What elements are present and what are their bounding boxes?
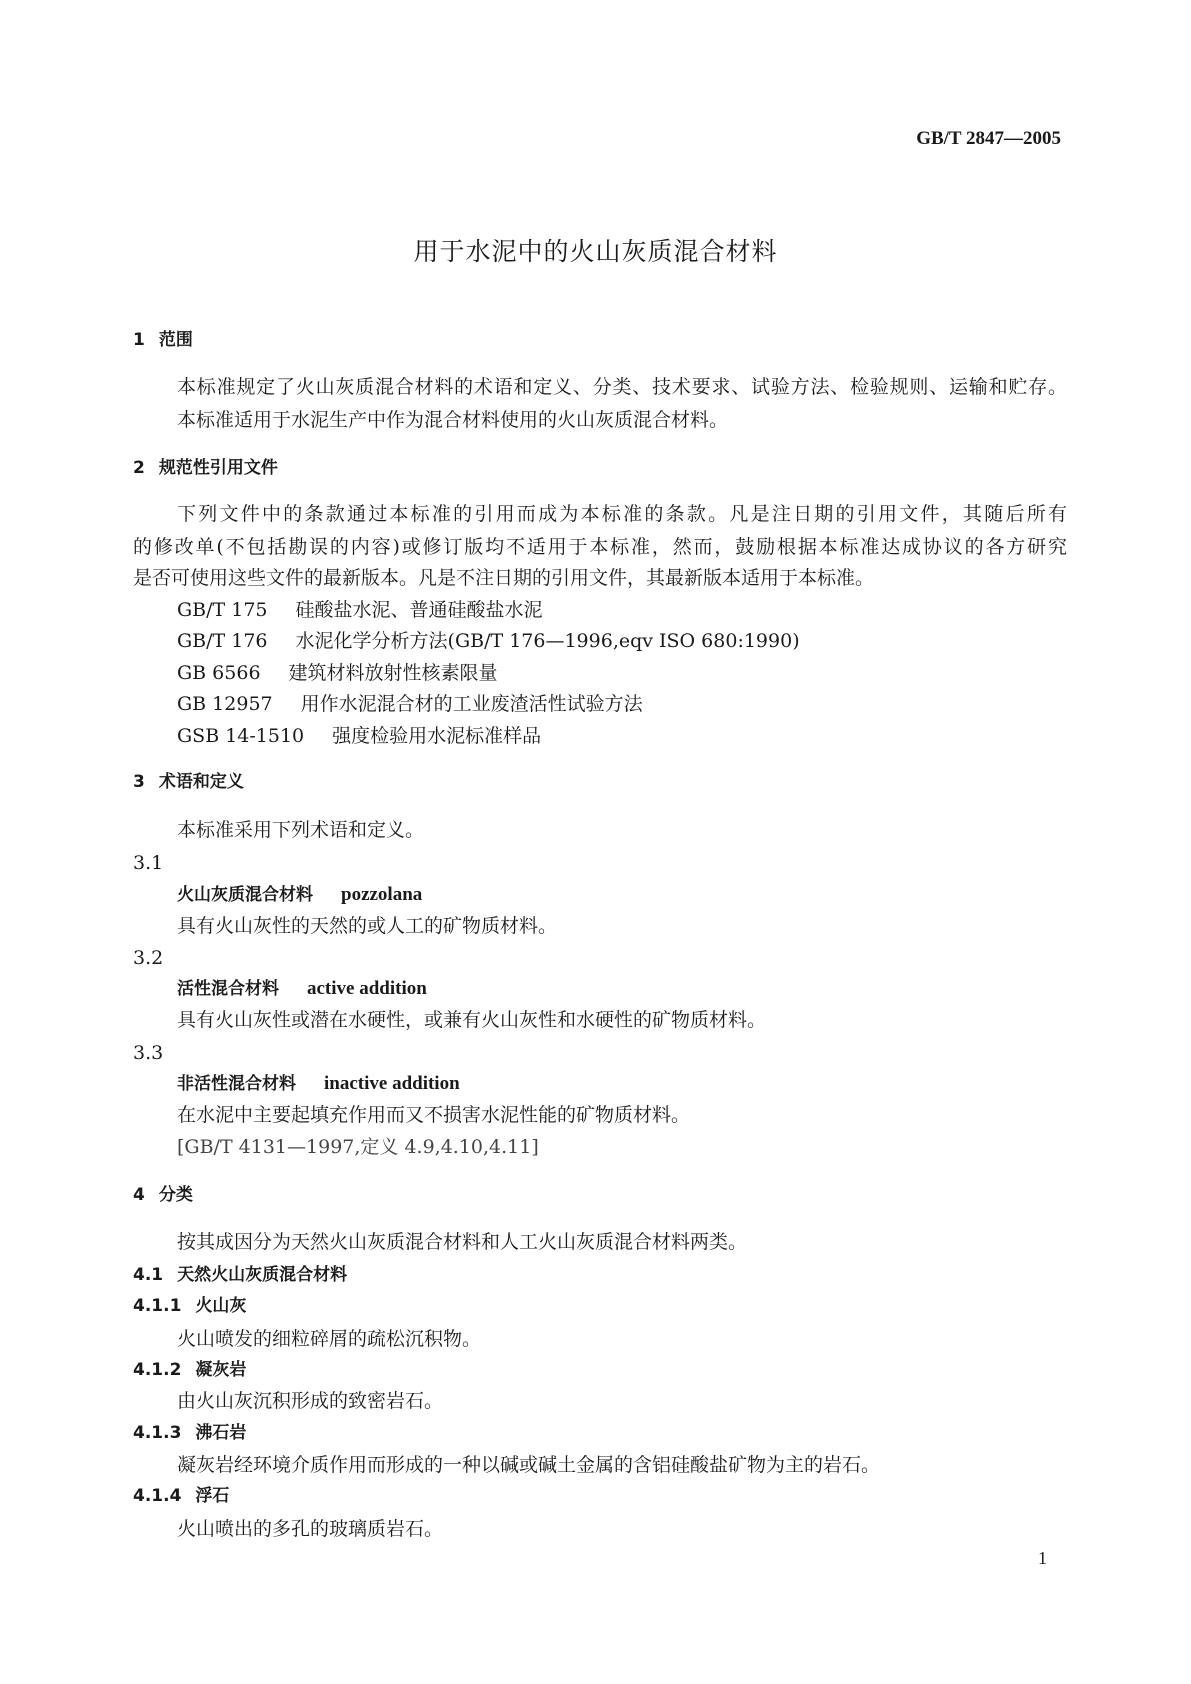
page-number: 1 — [1038, 1548, 1047, 1568]
item-heading: 4.1.2 凝灰岩 — [133, 1360, 247, 1380]
paragraph-line: 是否可使用这些文件的最新版本。凡是不注日期的引用文件，其最新版本适用于本标准。 — [133, 567, 875, 589]
section-title: 范围 — [158, 330, 193, 350]
term-definition: 具有火山灰性的天然的或人工的矿物质材料。 — [177, 915, 558, 937]
paragraph-line: 下列文件中的条款通过本标准的引用而成为本标准的条款。凡是注日期的引用文件，其随后所有 — [177, 503, 1067, 525]
term-number: 3.3 — [133, 1042, 164, 1064]
term-heading: 活性混合材料 active addition — [177, 978, 427, 999]
standard-number: GB/T 2847—2005 — [916, 128, 1061, 149]
reference-item: GB 6566 建筑材料放射性核素限量 — [177, 662, 498, 684]
item-definition: 凝灰岩经环境介质作用而形成的一种以碱或碱土金属的含铝硅酸盐矿物为主的岩石。 — [177, 1454, 881, 1476]
item-definition: 火山喷出的多孔的玻璃质岩石。 — [177, 1518, 444, 1540]
section-4-heading: 4 分类 — [133, 1185, 193, 1205]
paragraph-line: 按其成因分为天然火山灰质混合材料和人工火山灰质混合材料两类。 — [177, 1231, 748, 1253]
term-number: 3.1 — [133, 852, 164, 874]
term-heading: 非活性混合材料 inactive addition — [177, 1073, 460, 1094]
term-definition: 具有火山灰性或潜在水硬性，或兼有火山灰性和水硬性的矿物质材料。 — [177, 1009, 767, 1031]
section-title: 规范性引用文件 — [158, 458, 278, 478]
item-heading: 4.1.3 沸石岩 — [133, 1423, 247, 1443]
paragraph-line: 的修改单(不包括勘误的内容)或修订版均不适用于本标准，然而，鼓励根据本标准达成协议的各方研究 — [133, 536, 1067, 558]
item-definition: 由火山灰沉积形成的致密岩石。 — [177, 1390, 444, 1412]
section-number: 1 — [133, 330, 145, 350]
reference-item: GB 12957 用作水泥混合材的工业废渣活性试验方法 — [177, 693, 643, 715]
subsection-heading: 4.1 天然火山灰质混合材料 — [133, 1265, 348, 1285]
term-heading: 火山灰质混合材料 pozzolana — [177, 884, 423, 905]
item-heading: 4.1.4 浮石 — [133, 1486, 230, 1506]
section-2-heading — [133, 456, 278, 480]
section-3-heading: 3 术语和定义 — [133, 772, 244, 792]
reference-item: GB/T 176 水泥化学分析方法(GB/T 176—1996,eqv ISO 680:1990) — [177, 630, 800, 652]
section-1-heading — [133, 328, 193, 352]
item-definition: 火山喷发的细粒碎屑的疏松沉积物。 — [177, 1328, 482, 1350]
page-title: 用于水泥中的火山灰质混合材料 — [413, 237, 778, 266]
term-definition: 在水泥中主要起填充作用而又不损害水泥性能的矿物质材料。 — [177, 1104, 691, 1126]
term-number: 3.2 — [133, 947, 164, 969]
paragraph-line: 本标准适用于水泥生产中作为混合材料使用的火山灰质混合材料。 — [177, 409, 729, 431]
item-heading: 4.1.1 火山灰 — [133, 1296, 247, 1316]
term-source: [GB/T 4131—1997,定义 4.9,4.10,4.11] — [177, 1136, 539, 1158]
reference-item: GB/T 175 硅酸盐水泥、普通硅酸盐水泥 — [177, 599, 543, 621]
section-number: 2 — [133, 458, 145, 478]
reference-item: GSB 14-1510 强度检验用水泥标准样品 — [177, 725, 542, 747]
paragraph-line: 本标准采用下列术语和定义。 — [177, 819, 425, 841]
paragraph-line: 本标准规定了火山灰质混合材料的术语和定义、分类、技术要求、试验方法、检验规则、运输和贮存。 — [177, 376, 1067, 398]
